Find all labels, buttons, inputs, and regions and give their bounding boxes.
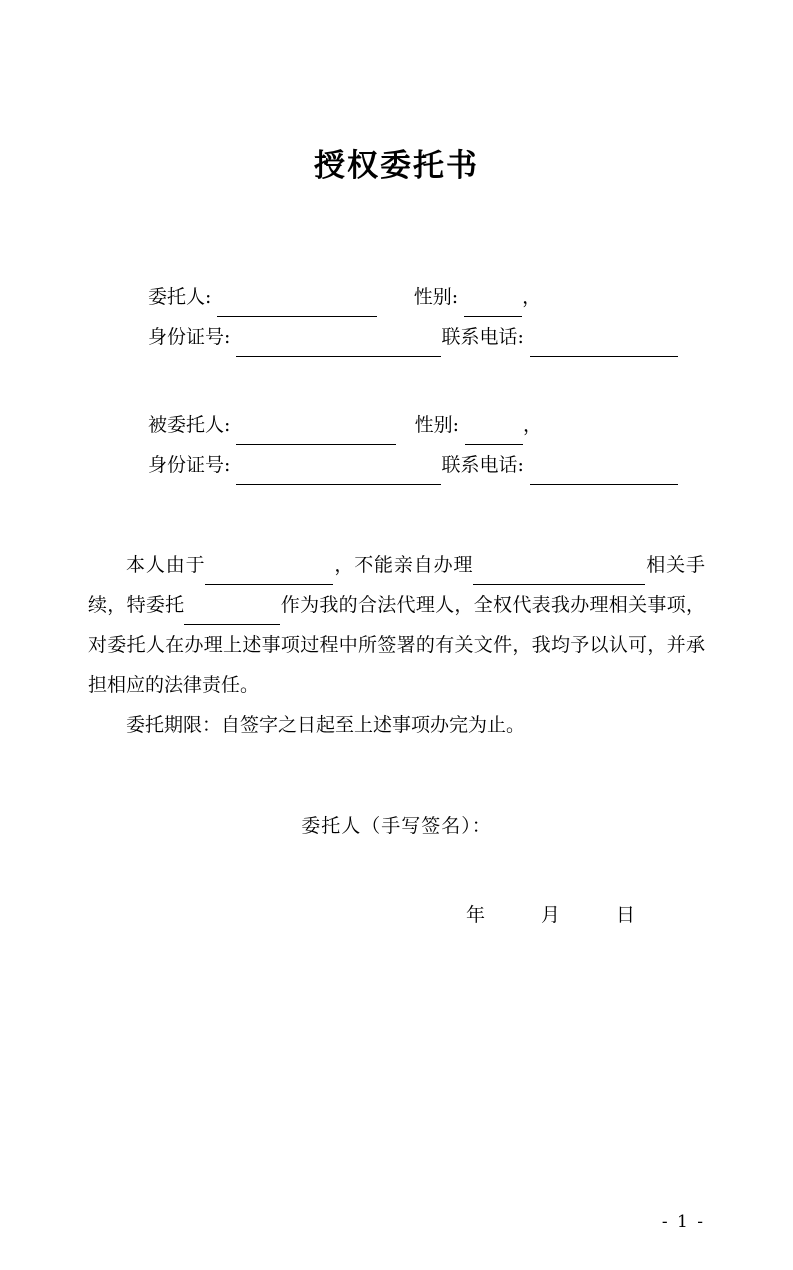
para1-segment-2: ，不能亲自办理 xyxy=(333,554,474,577)
date-month-label: 月 xyxy=(540,904,560,927)
para1-segment-1: 本人由于 xyxy=(126,554,206,577)
principal-sex-field[interactable] xyxy=(464,297,522,317)
body-block xyxy=(88,545,705,745)
para1-segment-4: 作为我的合法代理人，全权代表我办理相关事项，对委托人在办理上述事项过程中所签署的有关文件，我均予以认可，并承担相应的法律责任。 xyxy=(88,594,705,697)
agent-name-inline-field[interactable] xyxy=(184,605,280,625)
principal-id-row xyxy=(88,317,705,357)
date-line xyxy=(88,900,705,927)
principal-sex-label: 性别: xyxy=(413,286,459,309)
date-day-label: 日 xyxy=(615,904,635,927)
principal-info-block xyxy=(88,277,705,357)
principal-id-label: 身份证号: xyxy=(148,326,231,349)
page-number: - 1 - xyxy=(661,1212,705,1232)
agent-id-field[interactable] xyxy=(236,465,441,485)
agent-name-row xyxy=(88,405,705,445)
agent-id-label: 身份证号: xyxy=(148,454,231,477)
principal-tel-field[interactable] xyxy=(530,337,678,357)
principal-name-row xyxy=(88,277,705,317)
page-title: 授权委托书 xyxy=(314,148,479,184)
principal-name-label: 委托人: xyxy=(148,286,212,309)
agent-sex-field[interactable] xyxy=(465,425,523,445)
matter-field[interactable] xyxy=(473,565,645,585)
agent-info-block xyxy=(88,405,705,485)
principal-id-field[interactable] xyxy=(236,337,441,357)
para1-segment-3: 相关手续，特委托 xyxy=(88,554,705,617)
reason-field[interactable] xyxy=(205,565,333,585)
agent-sex-label: 性别: xyxy=(414,414,459,437)
date-year-label: 年 xyxy=(465,904,485,927)
principal-row-trailing: ， xyxy=(522,286,542,309)
agent-tel-field[interactable] xyxy=(530,465,678,485)
signature-label: 委托人（手写签名）： xyxy=(301,815,492,838)
agent-name-field[interactable] xyxy=(236,425,396,445)
principal-tel-label: 联系电话: xyxy=(441,326,524,349)
term-paragraph xyxy=(88,705,705,745)
agent-name-label: 被委托人: xyxy=(148,414,231,437)
document-page xyxy=(0,148,793,1270)
principal-name-field[interactable] xyxy=(217,297,377,317)
agent-tel-label: 联系电话: xyxy=(441,454,524,477)
agent-row-trailing: ， xyxy=(523,414,543,437)
term-text: 委托期限：自签字之日起至上述事项办完为止。 xyxy=(126,714,526,737)
agent-id-row xyxy=(88,445,705,485)
authorization-paragraph xyxy=(88,545,705,705)
